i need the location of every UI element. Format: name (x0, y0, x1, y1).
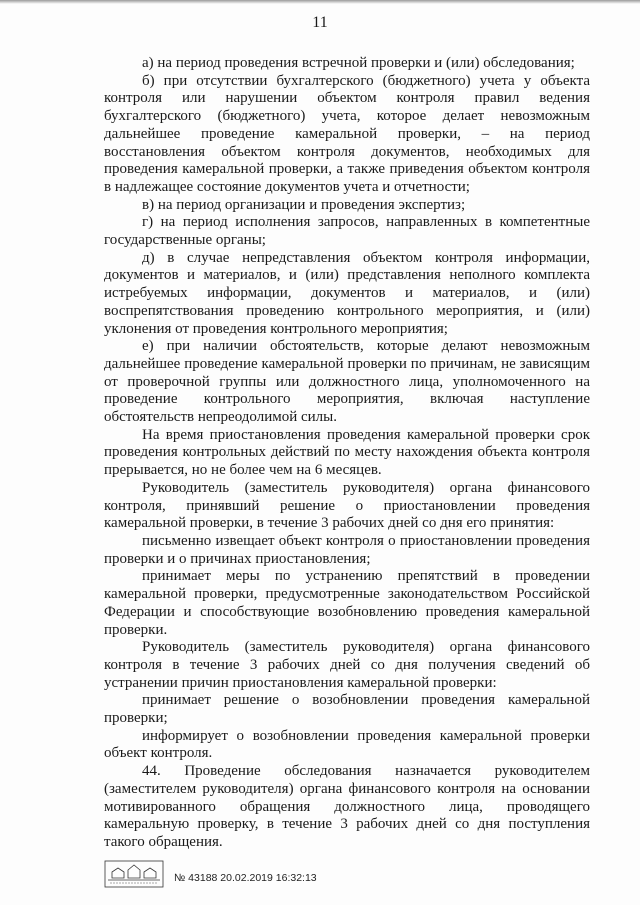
scan-top-edge (0, 0, 640, 4)
paragraph-measures: принимает меры по устранению препятствий в проведении камеральной проверки, предусмотренные законодательством Российской Федерации и способствующие возобновлению проведения камеральной проверки. (104, 568, 590, 638)
government-seal-icon (104, 860, 164, 888)
paragraph-44: 44. Проведение обследования назначается руководителем (заместителем руководителя) органа финансового контроля на основании мотивированного обращения должностного лица, проводящего камеральную проверку, в течение 3 рабочих дней со дня поступления такого обращения. (104, 763, 590, 850)
paragraph-head-resume: Руководитель (заместитель руководителя) органа финансового контроля в течение 3 рабочих дней со дня получения сведений об устранении причин приостановления камеральной проверки: (104, 639, 590, 691)
registration-stamp: № 43188 20.02.2019 16:32:13 (174, 872, 317, 884)
paragraph-resume-inform: информирует о возобновлении проведения камеральной проверки объект контроля. (104, 727, 590, 762)
page-footer (104, 860, 504, 890)
paragraph-e: е) при наличии обстоятельств, которые делают невозможным дальнейшее проведение камеральной проверки по причинам, не зависящим от проверочной группы или должностного лица, уполномоченного на проведение контрольного мероприятия, включая наступление обстоятельств непреодолимой силы. (104, 338, 590, 426)
document-body (104, 55, 590, 852)
paragraph-d: д) в случае непредставления объектом контроля информации, документов и материалов, и (или) представления неполного комплекта истребуемых информации, документов и материалов, и (или) воспрепятствования проведению контрольного мероприятия, и (или) уклонения от проведения контрольного мероприятия; (104, 249, 590, 337)
paragraph-notify: письменно извещает объект контроля о приостановлении проведения проверки и о причинах приостановления; (104, 532, 590, 567)
paragraph-resume-decision: принимает решение о возобновлении проведения камеральной проверки; (104, 692, 590, 727)
paragraph-suspension-term: На время приостановления проведения камеральной проверки срок проведения контрольных действий по месту нахождения объекта контроля прерывается, но не более чем на 6 месяцев. (104, 426, 590, 479)
page-number: 11 (312, 14, 328, 31)
paragraph-a: а) на период проведения встречной проверки и (или) обследования; (142, 55, 575, 71)
paragraph-b: б) при отсутствии бухгалтерского (бюджетного) учета у объекта контроля или нарушении объектом контроля правил ведения бухгалтерского (бюджетного) учета, которое делает невозможным дальнейшее проведение камеральной проверки, – на период восстановления объектом контроля документов, необходимых для проведения камеральной проверки, а также приведения объектом контроля в надлежащее состояние документов учета и отчетности; (104, 72, 590, 195)
paragraph-v: в) на период организации и проведения экспертиз; (142, 196, 466, 213)
paragraph-head-decision: Руководитель (заместитель руководителя) органа финансового контроля, принявший решение о приостановлении проведения камеральной проверки, в течение 3 рабочих дней со дня его принятия: (104, 479, 590, 532)
paragraph-g: г) на период исполнения запросов, направленных в компетентные государственные органы; (104, 214, 590, 249)
